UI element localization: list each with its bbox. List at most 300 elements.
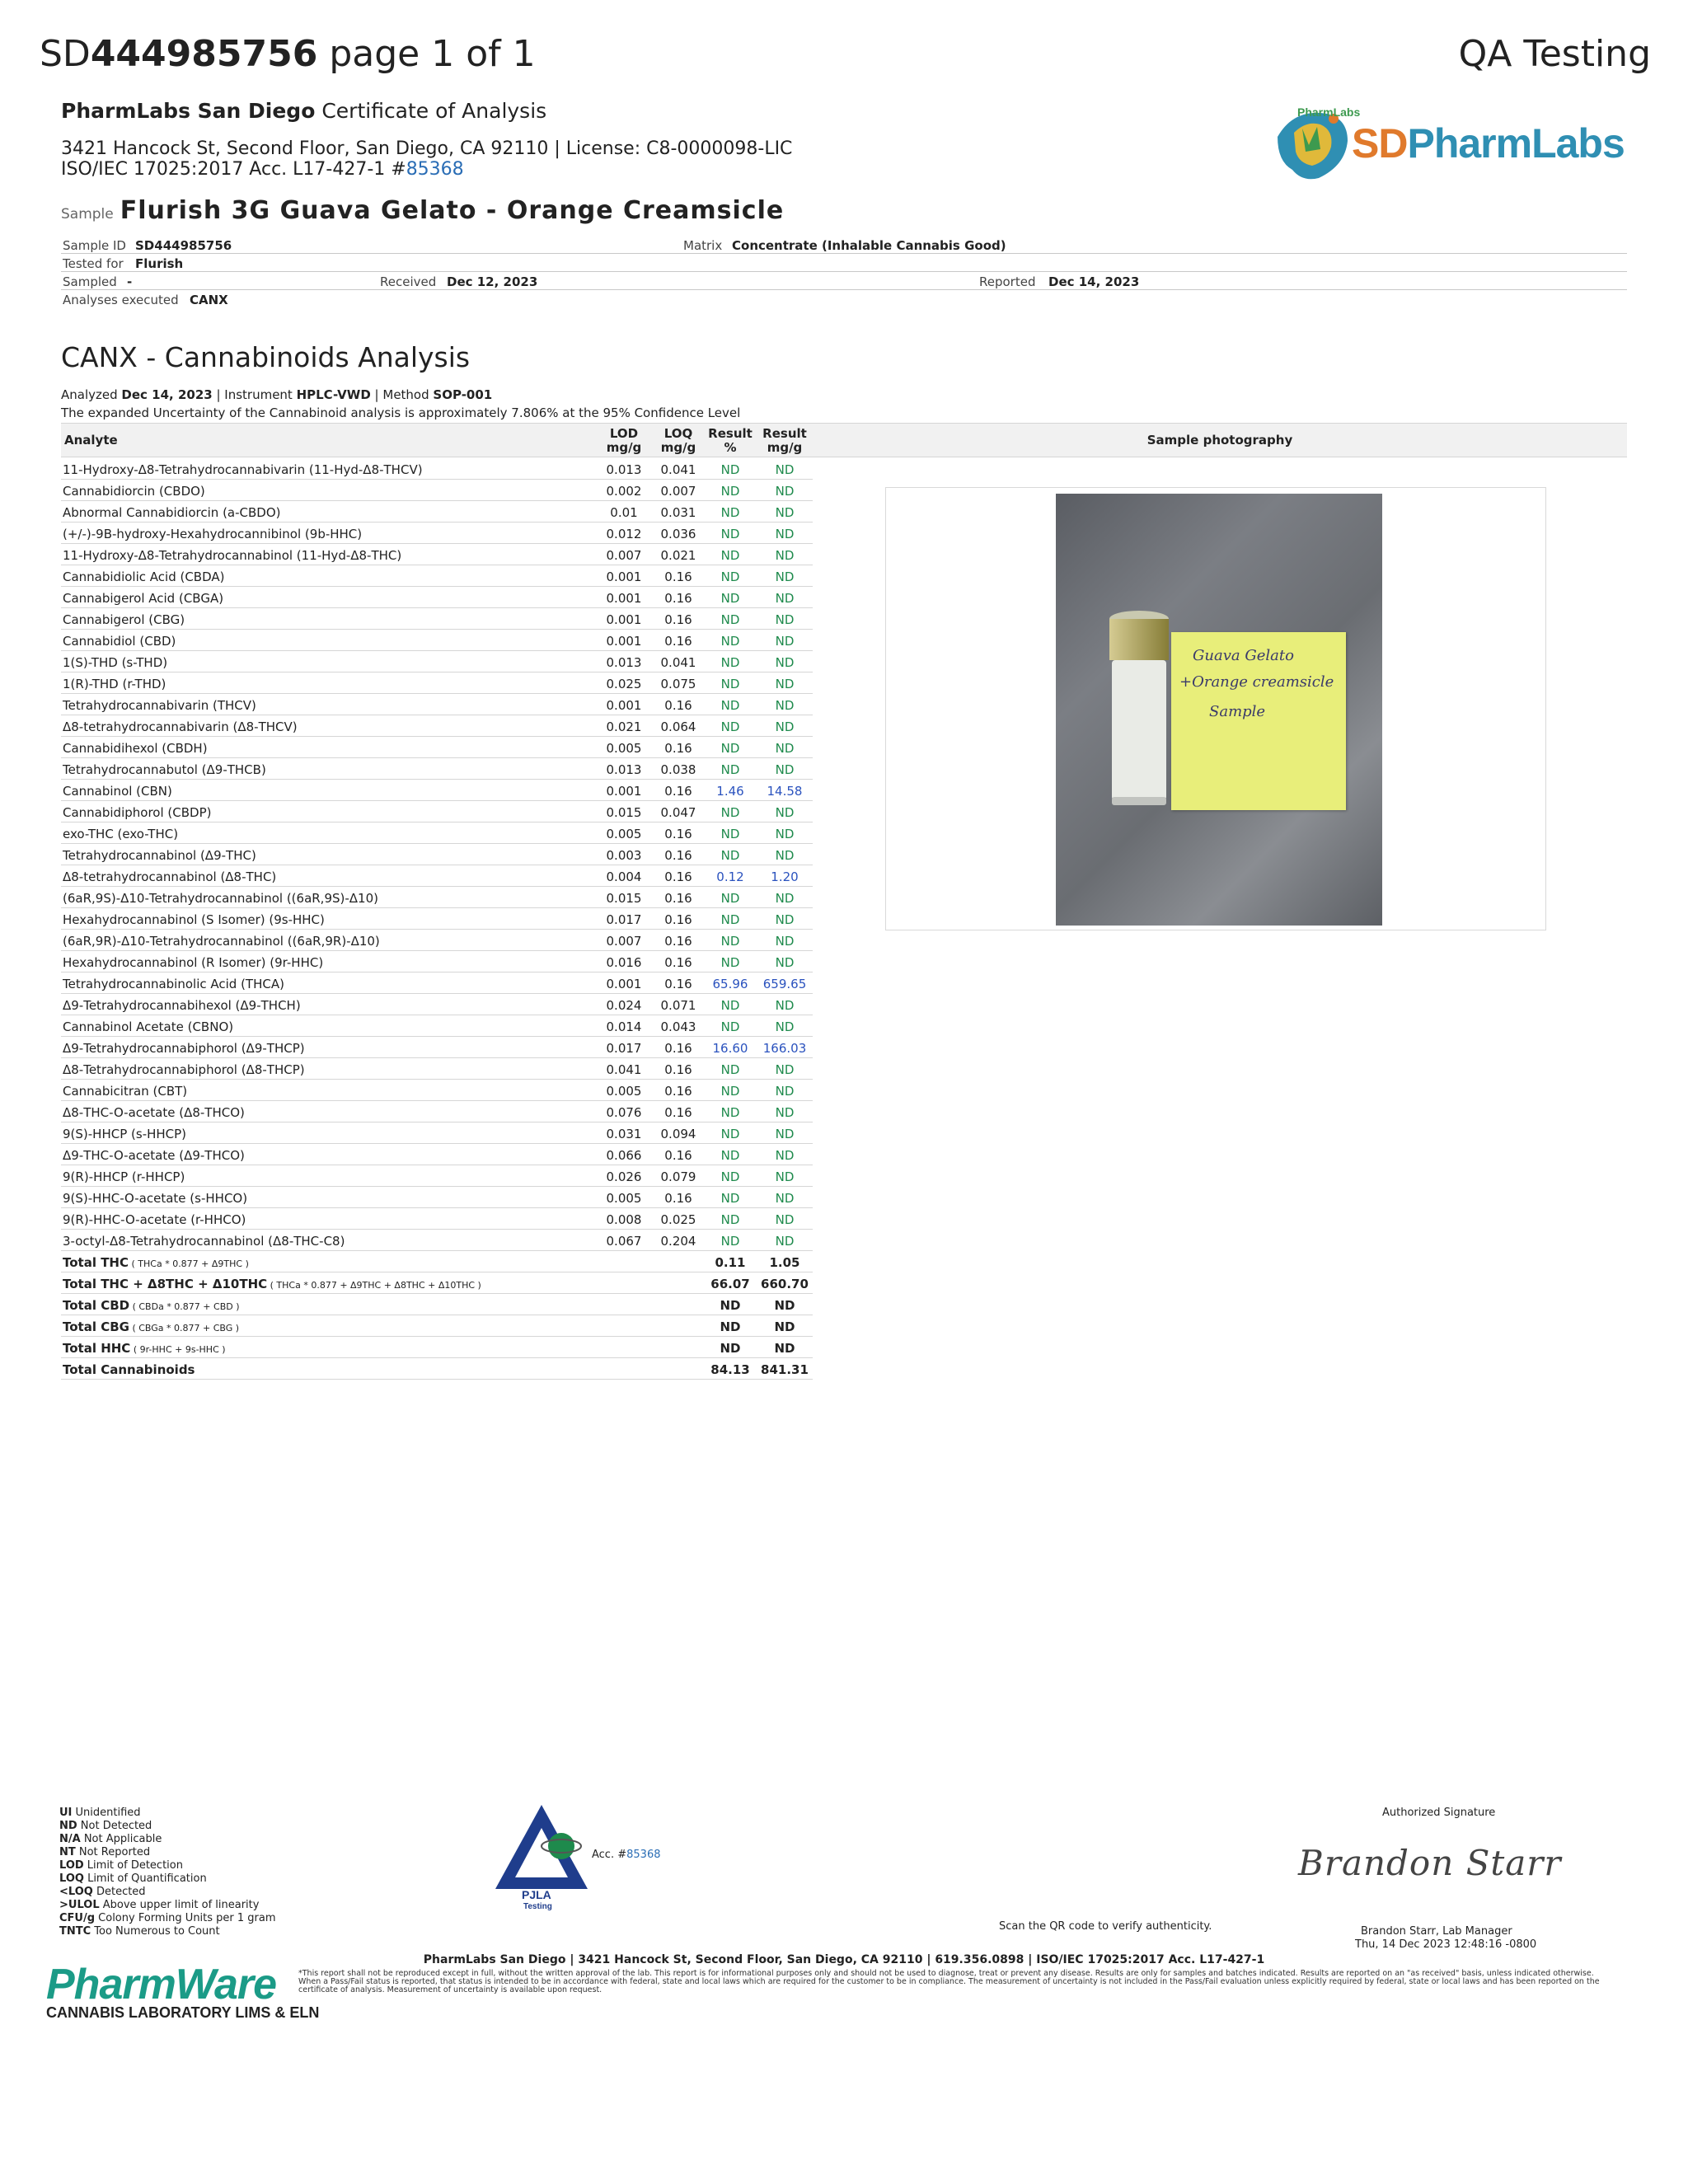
result-mg: ND <box>775 891 795 906</box>
legend-item <box>59 1886 276 1899</box>
result-pct: ND <box>720 848 740 863</box>
lod-value: 0.005 <box>606 1084 642 1099</box>
pjla-acc-label: Acc. # <box>592 1849 627 1861</box>
loq-value: 0.16 <box>664 912 692 927</box>
result-pct: ND <box>720 591 740 606</box>
total-row <box>61 1294 813 1315</box>
table-row <box>61 1101 813 1122</box>
qr-note: Scan the QR code to verify authenticity. <box>999 1920 1212 1933</box>
analyte-name: Cannabicitran (CBT) <box>63 1084 188 1099</box>
signer-name: Brandon Starr, Lab Manager <box>1361 1925 1512 1938</box>
sticky-note <box>1171 632 1346 810</box>
legend-key: LOQ <box>59 1872 84 1885</box>
result-mg: ND <box>775 1212 795 1227</box>
col-lod-unit: mg/g <box>606 440 642 455</box>
analyte-name: Δ9-Tetrahydrocannabiphorol (Δ9-THCP) <box>63 1041 305 1056</box>
lod-value: 0.012 <box>606 527 642 541</box>
legend-key: LOD <box>59 1859 84 1872</box>
legend-key: ND <box>59 1820 77 1832</box>
table-row <box>61 951 813 972</box>
col-mg-label: Result <box>762 426 807 441</box>
col-result-mg <box>755 427 814 455</box>
result-mg: ND <box>775 1191 795 1206</box>
legend-value: Too Numerous to Count <box>91 1925 220 1938</box>
loq-value: 0.041 <box>660 462 696 477</box>
analyte-name: Tetrahydrocannabutol (Δ9-THCB) <box>63 762 266 777</box>
result-mg: ND <box>775 462 795 477</box>
lod-value: 0.005 <box>606 741 642 756</box>
table-row <box>61 501 813 523</box>
total-pct: ND <box>720 1341 741 1356</box>
loq-value: 0.021 <box>660 548 696 563</box>
total-label <box>63 1298 240 1313</box>
analyte-name: Tetrahydrocannabinolic Acid (THCA) <box>63 977 284 991</box>
result-pct: ND <box>720 1084 740 1099</box>
analyte-name: 1(R)-THD (r-THD) <box>63 677 166 691</box>
analyses-value: CANX <box>190 293 228 307</box>
matrix-label: Matrix <box>683 238 723 253</box>
analyte-name: Cannabidiorcin (CBDO) <box>63 484 205 499</box>
result-pct: ND <box>720 1234 740 1249</box>
table-row <box>61 630 813 651</box>
lod-value: 0.067 <box>606 1234 642 1249</box>
col-result-pct <box>701 427 760 455</box>
legend-key: NT <box>59 1846 76 1858</box>
legend-item <box>59 1872 276 1886</box>
received-value: Dec 12, 2023 <box>447 274 538 289</box>
result-pct: ND <box>720 1105 740 1120</box>
loq-value: 0.16 <box>664 634 692 649</box>
analyte-name: Δ8-THC-O-acetate (Δ8-THCO) <box>63 1105 245 1120</box>
result-pct: ND <box>720 1062 740 1077</box>
result-pct: ND <box>720 719 740 734</box>
analyte-name: Cannabidihexol (CBDH) <box>63 741 208 756</box>
lod-value: 0.001 <box>606 612 642 627</box>
total-pct: 66.07 <box>710 1277 750 1291</box>
loq-value: 0.031 <box>660 505 696 520</box>
table-row <box>61 523 813 544</box>
result-mg: ND <box>775 805 795 820</box>
page-indicator: page 1 of 1 <box>317 33 536 75</box>
result-pct: ND <box>720 612 740 627</box>
legend-value: Not Detected <box>77 1820 152 1832</box>
lab-heading <box>61 99 546 123</box>
legend-item <box>59 1899 276 1912</box>
analyte-name: Cannabigerol Acid (CBGA) <box>63 591 224 606</box>
col-lod-label: LOD <box>609 426 639 441</box>
table-row <box>61 480 813 501</box>
pjla-logo-icon <box>492 1803 591 1910</box>
analyte-name: Tetrahydrocannabivarin (THCV) <box>63 698 256 713</box>
total-mg: 660.70 <box>761 1277 809 1291</box>
pjla-acc-link[interactable]: 85368 <box>626 1849 661 1861</box>
analyte-name: Cannabinol (CBN) <box>63 784 172 799</box>
results-table <box>61 458 813 1380</box>
pjla-accreditation <box>592 1849 660 1861</box>
vial-icon <box>1102 611 1176 808</box>
table-row <box>61 930 813 951</box>
analyte-name: Tetrahydrocannabinol (Δ9-THC) <box>63 848 256 863</box>
table-row <box>61 1015 813 1037</box>
result-pct: ND <box>720 698 740 713</box>
loq-value: 0.007 <box>660 484 696 499</box>
analyte-name: Cannabinol Acetate (CBNO) <box>63 1019 234 1034</box>
reported-value: Dec 14, 2023 <box>1048 274 1140 289</box>
col-loq-label: LOQ <box>663 426 693 441</box>
total-formula: ( CBDa * 0.877 + CBD ) <box>129 1301 240 1312</box>
analyte-name: 1(S)-THD (s-THD) <box>63 655 168 670</box>
tested-for-value: Flurish <box>135 256 184 271</box>
iso-link[interactable]: 85368 <box>406 159 464 180</box>
disclaimer: *This report shall not be reproduced except in full, without the written approval of the lab. This report is for informational purposes only and should not be used to diagnose, treat or prevent any disease. Results are only for samples and batches indicated. Results are reported on an "as received" basis, unless indicated otherwise. When a Pass/Fail status is reported, that status is intended to be in accordance with federal, state and local laws which are required for the customer to be in compliance. The measurement of uncertainty is not included in the Pass/Fail evaluation unless explicitly required by federal, state or local laws and has been reported on the certificate of analysis. Measurement of uncertainty is available upon request. <box>298 1969 1600 1994</box>
table-row <box>61 865 813 887</box>
table-row <box>61 972 813 994</box>
analyte-name: Abnormal Cannabidiorcin (a-CBDO) <box>63 505 281 520</box>
total-row <box>61 1251 813 1272</box>
logo-wordmark <box>1352 120 1625 167</box>
table-row <box>61 1208 813 1230</box>
analyte-name: Cannabigerol (CBG) <box>63 612 185 627</box>
result-pct: ND <box>720 462 740 477</box>
result-mg: ND <box>775 1062 795 1077</box>
result-mg: ND <box>775 527 795 541</box>
total-mg: ND <box>774 1341 795 1356</box>
lod-value: 0.002 <box>606 484 642 499</box>
logo-sd: SD <box>1352 120 1408 166</box>
lod-value: 0.007 <box>606 548 642 563</box>
tested-for-label: Tested for <box>63 256 124 271</box>
legend-value: Colony Forming Units per 1 gram <box>95 1912 276 1924</box>
total-formula: ( THCa * 0.877 + Δ9THC ) <box>129 1258 249 1269</box>
loq-value: 0.16 <box>664 827 692 841</box>
result-pct: ND <box>720 484 740 499</box>
lod-value: 0.026 <box>606 1169 642 1184</box>
analyte-name: Cannabidiphorol (CBDP) <box>63 805 212 820</box>
loq-value: 0.16 <box>664 1191 692 1206</box>
total-row <box>61 1337 813 1358</box>
loq-value: 0.16 <box>664 848 692 863</box>
result-pct: ND <box>720 677 740 691</box>
lod-value: 0.001 <box>606 977 642 991</box>
loq-value: 0.16 <box>664 1105 692 1120</box>
result-mg: ND <box>775 1084 795 1099</box>
result-pct: ND <box>720 655 740 670</box>
result-pct: ND <box>720 827 740 841</box>
result-mg: ND <box>775 934 795 949</box>
total-name: Total CBG <box>63 1319 129 1334</box>
table-row <box>61 823 813 844</box>
result-pct: ND <box>720 548 740 563</box>
note-line-1: Guava Gelato <box>1193 647 1294 664</box>
analyte-name: 9(S)-HHCP (s-HHCP) <box>63 1127 187 1141</box>
loq-value: 0.075 <box>660 677 696 691</box>
svg-text:PharmLabs: PharmLabs <box>1297 105 1361 119</box>
table-row <box>61 908 813 930</box>
table-row <box>61 801 813 823</box>
table-row <box>61 737 813 758</box>
analyte-name: Hexahydrocannabinol (R Isomer) (9r-HHC) <box>63 955 324 970</box>
pharmware-name: PharmWare <box>46 1961 277 2008</box>
analyte-name: exo-THC (exo-THC) <box>63 827 179 841</box>
result-mg: ND <box>775 1127 795 1141</box>
footer-address: PharmLabs San Diego | 3421 Hancock St, Second Floor, San Diego, CA 92110 | 619.356.0898 | ISO/IEC 17025:2017 Acc. L17-427-1 <box>423 1953 1265 1966</box>
loq-value: 0.036 <box>660 527 696 541</box>
lod-value: 0.005 <box>606 827 642 841</box>
loq-value: 0.16 <box>664 591 692 606</box>
result-mg: ND <box>775 591 795 606</box>
lod-value: 0.01 <box>610 505 638 520</box>
total-pct: ND <box>720 1319 741 1334</box>
result-pct: 65.96 <box>712 977 748 991</box>
table-row <box>61 1187 813 1208</box>
total-formula: ( THCa * 0.877 + Δ9THC + Δ8THC + Δ10THC ) <box>267 1280 481 1291</box>
sample-id-label: Sample ID <box>63 238 126 253</box>
loq-value: 0.16 <box>664 569 692 584</box>
result-mg: 14.58 <box>767 784 803 799</box>
sample-label: Sample <box>61 206 114 223</box>
authorized-signature-label: Authorized Signature <box>1382 1807 1496 1819</box>
loq-value: 0.16 <box>664 612 692 627</box>
result-pct: ND <box>720 741 740 756</box>
legend-item <box>59 1925 276 1938</box>
qa-testing-label: QA Testing <box>1458 33 1651 75</box>
total-mg: 1.05 <box>769 1255 800 1270</box>
result-pct: 16.60 <box>712 1041 748 1056</box>
sampled-value: - <box>127 274 133 289</box>
result-pct: 1.46 <box>716 784 744 799</box>
result-mg: ND <box>775 484 795 499</box>
table-row <box>61 673 813 694</box>
result-pct: ND <box>720 1169 740 1184</box>
uncertainty-note: The expanded Uncertainty of the Cannabinoid analysis is approximately 7.806% at the 95% Confidence Level <box>61 405 741 420</box>
report-id <box>40 33 536 75</box>
total-name: Total CBD <box>63 1298 130 1313</box>
table-row <box>61 1037 813 1058</box>
analyte-name: Cannabidiol (CBD) <box>63 634 176 649</box>
result-pct: ND <box>720 634 740 649</box>
loq-value: 0.16 <box>664 869 692 884</box>
result-mg: ND <box>775 1234 795 1249</box>
legend-value: Limit of Quantification <box>83 1872 207 1885</box>
table-row <box>61 1122 813 1144</box>
analyte-name: 9(R)-HHC-O-acetate (r-HHCO) <box>63 1212 246 1227</box>
result-pct: ND <box>720 505 740 520</box>
sampled-label: Sampled <box>63 274 117 289</box>
result-pct: ND <box>720 955 740 970</box>
sample-id-value: SD444985756 <box>135 238 232 253</box>
col-photo: Sample photography <box>1146 433 1293 448</box>
col-loq-unit: mg/g <box>660 440 696 455</box>
loq-value: 0.16 <box>664 934 692 949</box>
result-mg: ND <box>775 741 795 756</box>
lod-value: 0.031 <box>606 1127 642 1141</box>
pharmware-logo <box>46 1960 319 2022</box>
col-mg-unit: mg/g <box>767 440 803 455</box>
note-line-2: +Orange creamsicle <box>1179 673 1334 691</box>
legend-item <box>59 1807 276 1820</box>
total-formula: ( CBGa * 0.877 + CBG ) <box>129 1323 240 1333</box>
result-pct: ND <box>720 1019 740 1034</box>
col-lod <box>595 427 653 455</box>
table-row <box>61 694 813 715</box>
total-name: Total HHC <box>63 1341 131 1356</box>
matrix-value: Concentrate (Inhalable Cannabis Good) <box>732 238 1006 253</box>
table-row <box>61 994 813 1015</box>
result-mg: ND <box>775 548 795 563</box>
lod-value: 0.014 <box>606 1019 642 1034</box>
result-pct: ND <box>720 912 740 927</box>
lod-value: 0.003 <box>606 848 642 863</box>
analyte-name: (6aR,9R)-Δ10-Tetrahydrocannabinol ((6aR,9R)-Δ10) <box>63 934 380 949</box>
result-pct: ND <box>720 998 740 1013</box>
analyte-name: (+/-)-9B-hydroxy-Hexahydrocannibinol (9b-HHC) <box>63 527 363 541</box>
result-pct: ND <box>720 1127 740 1141</box>
table-row <box>61 780 813 801</box>
loq-value: 0.204 <box>660 1234 696 1249</box>
analyte-name: Hexahydrocannabinol (S Isomer) (9s-HHC) <box>63 912 325 927</box>
info-row-analyses <box>61 290 1627 308</box>
result-mg: ND <box>775 1019 795 1034</box>
table-row <box>61 565 813 587</box>
result-mg: ND <box>775 912 795 927</box>
total-formula: ( 9r-HHC + 9s-HHC ) <box>130 1344 226 1355</box>
result-pct: ND <box>720 762 740 777</box>
loq-value: 0.16 <box>664 741 692 756</box>
analyte-name: 9(S)-HHC-O-acetate (s-HHCO) <box>63 1191 248 1206</box>
loq-value: 0.071 <box>660 998 696 1013</box>
result-mg: 166.03 <box>762 1041 807 1056</box>
table-row <box>61 758 813 780</box>
instrument-value: HPLC-VWD <box>296 387 371 402</box>
legend-key: TNTC <box>59 1925 91 1938</box>
total-mg: ND <box>774 1298 795 1313</box>
total-label <box>63 1255 249 1270</box>
lod-value: 0.001 <box>606 569 642 584</box>
analyte-name: Δ9-THC-O-acetate (Δ9-THCO) <box>63 1148 245 1163</box>
sample-heading <box>61 196 784 225</box>
sign-date: Thu, 14 Dec 2023 12:48:16 -0800 <box>1355 1938 1537 1951</box>
report-id-number: 444985756 <box>90 33 318 75</box>
lab-name: PharmLabs San Diego <box>61 99 316 123</box>
total-name: Total THC + Δ8THC + Δ10THC <box>63 1277 268 1291</box>
total-name: Total Cannabinoids <box>63 1362 195 1377</box>
total-mg: 841.31 <box>761 1362 809 1377</box>
result-mg: ND <box>775 698 795 713</box>
iso-accreditation <box>61 159 464 180</box>
legend-item <box>59 1912 276 1925</box>
loq-value: 0.047 <box>660 805 696 820</box>
lod-value: 0.016 <box>606 955 642 970</box>
legend-item <box>59 1820 276 1833</box>
legend-key: >ULOL <box>59 1899 100 1911</box>
info-row-tested-for <box>61 254 1627 272</box>
legend-value: Not Applicable <box>80 1833 162 1845</box>
result-mg: ND <box>775 827 795 841</box>
note-line-3: Sample <box>1209 703 1266 720</box>
pharmware-tagline: CANNABIS LABORATORY LIMS & ELN <box>46 2004 320 2021</box>
loq-value: 0.038 <box>660 762 696 777</box>
table-row <box>61 587 813 608</box>
table-row <box>61 1230 813 1251</box>
loq-value: 0.16 <box>664 1062 692 1077</box>
legend-value: Not Reported <box>75 1846 151 1858</box>
table-row <box>61 608 813 630</box>
result-mg: 1.20 <box>771 869 799 884</box>
abbreviation-legend <box>59 1807 276 1938</box>
legend-item <box>59 1846 276 1859</box>
col-pct-label: Result <box>708 426 753 441</box>
info-row-sample-id <box>61 236 1627 254</box>
total-label <box>63 1362 195 1377</box>
sample-name: Flurish 3G Guava Gelato - Orange Creamsicle <box>120 196 785 225</box>
lod-value: 0.013 <box>606 655 642 670</box>
lod-value: 0.025 <box>606 677 642 691</box>
section-title: CANX - Cannabinoids Analysis <box>61 341 471 373</box>
table-row <box>61 1080 813 1101</box>
loq-value: 0.025 <box>660 1212 696 1227</box>
table-header <box>61 423 1627 457</box>
total-label <box>63 1319 239 1334</box>
result-pct: ND <box>720 934 740 949</box>
analyses-label: Analyses executed <box>63 293 179 307</box>
analyte-name: Δ9-Tetrahydrocannabihexol (Δ9-THCH) <box>63 998 301 1013</box>
result-mg: ND <box>775 1169 795 1184</box>
loq-value: 0.094 <box>660 1127 696 1141</box>
legend-item <box>59 1859 276 1872</box>
result-mg: ND <box>775 762 795 777</box>
legend-value: Limit of Detection <box>83 1859 183 1872</box>
total-pct: ND <box>720 1298 741 1313</box>
legend-key: CFU/g <box>59 1912 96 1924</box>
result-mg: ND <box>775 569 795 584</box>
result-mg: ND <box>775 655 795 670</box>
col-analyte: Analyte <box>64 433 118 448</box>
analyte-name: (6aR,9S)-Δ10-Tetrahydrocannabinol ((6aR,9S)-Δ10) <box>63 891 378 906</box>
result-mg: ND <box>775 612 795 627</box>
result-mg: ND <box>775 1148 795 1163</box>
total-label <box>63 1277 481 1291</box>
lod-value: 0.013 <box>606 762 642 777</box>
instrument-label: | Instrument <box>212 387 297 402</box>
result-mg: ND <box>775 955 795 970</box>
result-pct: ND <box>720 1191 740 1206</box>
total-pct: 0.11 <box>715 1255 746 1270</box>
total-pct: 84.13 <box>710 1362 750 1377</box>
lod-value: 0.001 <box>606 634 642 649</box>
result-pct: ND <box>720 1212 740 1227</box>
reported-label: Reported <box>979 274 1036 289</box>
result-mg: ND <box>775 505 795 520</box>
lod-value: 0.015 <box>606 891 642 906</box>
lod-value: 0.024 <box>606 998 642 1013</box>
result-mg: ND <box>775 677 795 691</box>
loq-value: 0.16 <box>664 698 692 713</box>
lod-value: 0.001 <box>606 698 642 713</box>
analyte-name: 11-Hydroxy-Δ8-Tetrahydrocannabivarin (11-Hyd-Δ8-THCV) <box>63 462 423 477</box>
info-row-dates <box>61 272 1627 290</box>
lod-value: 0.041 <box>606 1062 642 1077</box>
result-mg: ND <box>775 719 795 734</box>
col-pct-unit: % <box>724 440 737 455</box>
report-id-prefix: SD <box>40 33 91 75</box>
analyte-name: 11-Hydroxy-Δ8-Tetrahydrocannabinol (11-Hyd-Δ8-THC) <box>63 548 402 563</box>
lod-value: 0.066 <box>606 1148 642 1163</box>
table-row <box>61 1058 813 1080</box>
loq-value: 0.16 <box>664 955 692 970</box>
table-row <box>61 1165 813 1187</box>
table-row <box>61 887 813 908</box>
logo-pharmlabs: PharmLabs <box>1407 120 1625 166</box>
